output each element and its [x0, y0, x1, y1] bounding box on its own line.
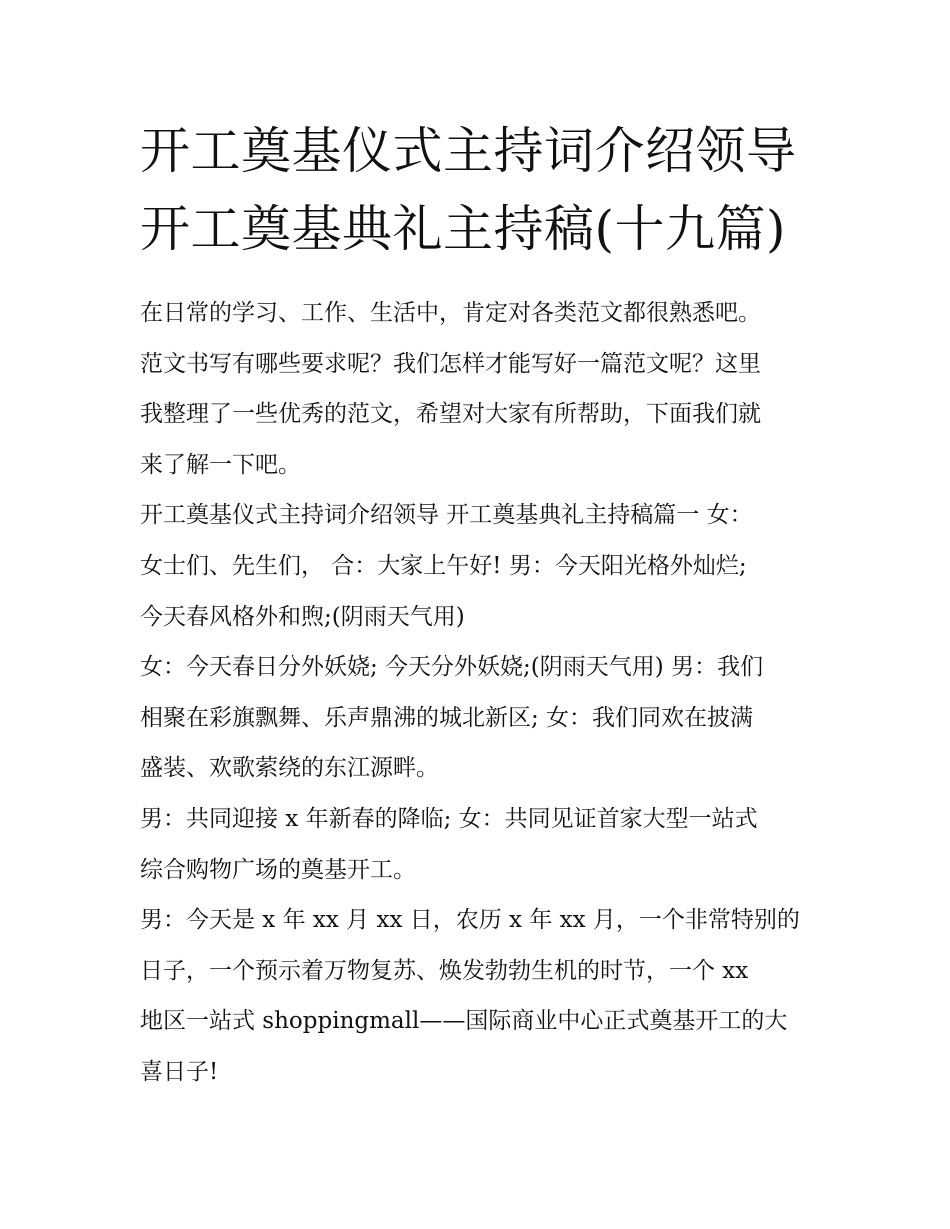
text-line: 日子，一个预示着万物复苏、焕发勃勃生机的时节，一个 xx	[140, 957, 749, 984]
document-title	[140, 112, 820, 268]
document-page	[140, 112, 820, 1098]
text-line: 喜日子!	[140, 1058, 219, 1085]
text-line: 地区一站式 shoppingmall——国际商业中心正式奠基开工的大	[140, 1008, 788, 1035]
text-line: 在日常的学习、工作、生活中，肯定对各类范文都很熟悉吧。	[140, 300, 761, 326]
text-line: 开工奠基仪式主持词介绍领导 开工奠基典礼主持稿篇一 女：	[140, 502, 753, 529]
text-line: 范文书写有哪些要求呢？我们怎样才能写好一篇范文呢？这里	[140, 350, 761, 377]
document-body	[140, 288, 820, 1098]
text-line: 男：今天是 x 年 xx 月 xx 日，农历 x 年 xx 月，一个非常特别的	[140, 907, 800, 934]
title-line: 开工奠基仪式主持词介绍领导	[140, 122, 797, 180]
text-line: 女士们、先生们， 合：大家上午好! 男：今天阳光格外灿烂;	[140, 552, 747, 579]
script-paragraph	[140, 895, 820, 1097]
title-line: 开工奠基典礼主持稿(十九篇)	[140, 200, 787, 258]
text-line: 我整理了一些优秀的范文，希望对大家有所帮助，下面我们就	[140, 401, 761, 428]
intro-paragraph	[140, 288, 820, 490]
text-line: 男：共同迎接 x 年新春的降临; 女：共同见证首家大型一站式	[140, 805, 758, 832]
script-paragraph	[140, 794, 820, 895]
text-line: 女：今天春日分外妖娆; 今天分外妖娆;(阴雨天气用) 男：我们	[140, 654, 764, 681]
text-line: 综合购物广场的奠基开工。	[140, 856, 416, 883]
script-paragraph	[140, 490, 820, 642]
text-line: 来了解一下吧。	[140, 451, 301, 478]
text-line: 相聚在彩旗飘舞、乐声鼎沸的城北新区; 女：我们同欢在披满	[140, 704, 754, 731]
text-line: 盛装、欢歌萦绕的东江源畔。	[140, 755, 439, 782]
text-line: 今天春风格外和煦;(阴雨天气用)	[140, 603, 465, 630]
script-paragraph	[140, 642, 820, 794]
